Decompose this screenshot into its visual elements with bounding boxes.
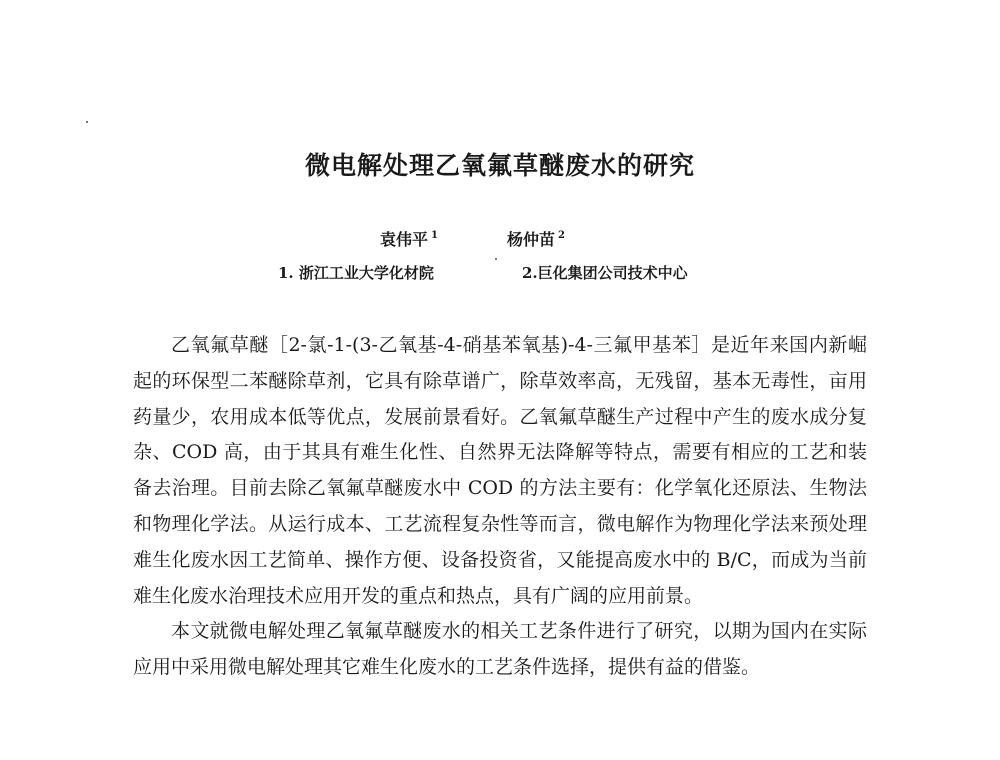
author-2 bbox=[507, 227, 565, 250]
author-affiliation-mark: 1 bbox=[431, 230, 438, 241]
paragraph: 乙氧氟草醚［2-氯-1-(3-乙氧基-4-硝基苯氧基)-4-三氟甲基苯］是近年来国内新崛起的环保型二苯醚除草剂，它具有除草谱广，除草效率高，无残留，基本无毒性，亩用药量少，农用成本低等优点，发展前景看好。乙氧氟草醚生产过程中产生的废水成分复杂、COD 高，由于其具有难生化性、自然界无法降解等特点，需要有相应的工艺和装备去治理。目前去除乙氧氟草醚废水中 COD 的方法主要有：化学氧化还原法、生物法和物理化学法。从运行成本、工艺流程复杂性等而言，微电解作为物理化学法来预处理难生化废水因工艺简单、操作方便、设备投资省，又能提高废水中的 B/C，而成为当前难生化废水治理技术应用开发的重点和热点，具有广阔的应用前景。 bbox=[133, 334, 867, 607]
paper-title: 微电解处理乙氧氟草醚废水的研究 bbox=[304, 151, 695, 180]
paragraph: 本文就微电解处理乙氧氟草醚废水的相关工艺条件进行了研究，以期为国内在实际应用中采用微电解处理其它难生化废水的工艺条件选择，提供有益的借鉴。 bbox=[133, 620, 867, 679]
scan-speck bbox=[86, 121, 88, 123]
author-name: 杨仲苗 bbox=[507, 230, 556, 249]
author-affiliation-mark: 2 bbox=[558, 230, 565, 241]
affiliation-2: 2.巨化集团公司技术中心 bbox=[522, 264, 688, 282]
body-text bbox=[133, 328, 867, 686]
affiliation-1: 1. 浙江工业大学化材院 bbox=[278, 264, 434, 282]
author-name: 袁伟平 bbox=[380, 230, 429, 249]
scan-speck bbox=[495, 258, 497, 260]
author-1 bbox=[380, 227, 438, 250]
